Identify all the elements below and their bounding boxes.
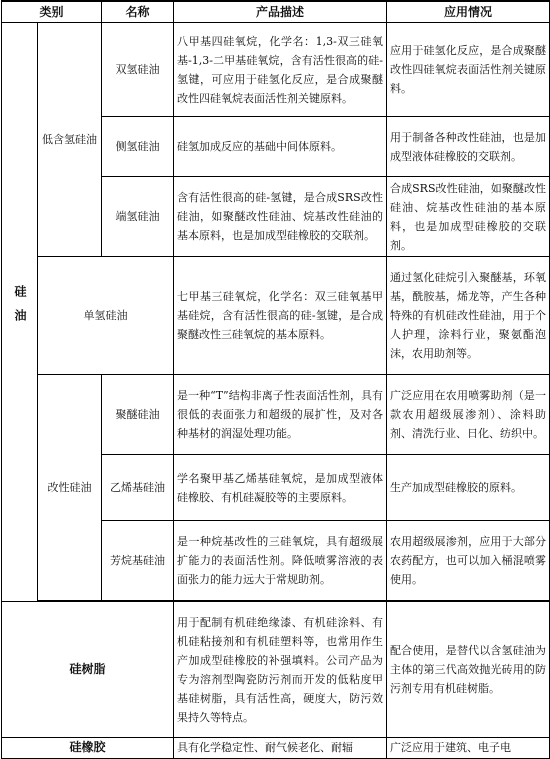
product-description: 含有活性很高的硅-氢键，是合成SRS改性硅油，如聚醚改性硅油、烷基改性硅油的基本原料，也是加成型硅橡胶的交联剂。 bbox=[174, 177, 387, 257]
table-header-row bbox=[2, 1, 550, 23]
product-name: 双氢硅油 bbox=[102, 23, 174, 117]
group-modified: 改性硅油 bbox=[38, 375, 102, 601]
product-application: 农用超级展渗剂，应用于大部分农药配方，也可以加入桶混喷雾使用。 bbox=[387, 521, 550, 601]
header-description: 产品描述 bbox=[174, 1, 387, 23]
product-name: 端氢硅油 bbox=[102, 177, 174, 257]
product-name: 侧氢硅油 bbox=[102, 117, 174, 177]
header-category: 类别 bbox=[2, 1, 102, 23]
group-rubber: 硅橡胶 bbox=[2, 738, 174, 759]
group-resin: 硅树脂 bbox=[2, 602, 174, 738]
group-low-hydrogen: 低含氢硅油 bbox=[38, 23, 102, 257]
product-application: 生产加成型硅橡胶的原料。 bbox=[387, 455, 550, 521]
product-application: 配合使用，是替代以含氢硅油为主体的第三代高效抛光砖用的防污剂专用有机硅树脂。 bbox=[387, 602, 550, 738]
header-name: 名称 bbox=[102, 1, 174, 23]
product-application: 合成SRS改性硅油，如聚醚改性硅油、烷基改性硅油的基本原料，也是加成型硅橡胶的交联剂。 bbox=[387, 177, 550, 257]
product-description: 硅氢加成反应的基础中间体原料。 bbox=[174, 117, 387, 177]
product-description: 八甲基四硅氧烷，化学名：1,3-双三硅氧基-1,3-二甲基硅氧烷，含有活性很高的硅-氢键，可应用于硅氢化反应，是合成聚醚改性四硅氧烷表面活性剂关键原料。 bbox=[174, 23, 387, 117]
product-description: 是一种“T”结构非离子性表面活性剂，具有很低的表面张力和超级的展扩性，及对各种基材的润湿处理功能。 bbox=[174, 375, 387, 455]
product-description: 七甲基三硅氧烷，化学名：双三硅氧基甲基硅烷，含有活性很高的硅-氢键，是合成聚醚改性三硅氧烷的基本原料。 bbox=[174, 257, 387, 375]
product-name: 芳烷基硅油 bbox=[102, 521, 174, 601]
product-description: 具有化学稳定性、耐气候老化、耐辐 bbox=[174, 738, 387, 759]
product-application: 用于制备各种改性硅油，也是加成型液体硅橡胶的交联剂。 bbox=[387, 117, 550, 177]
product-application: 通过氢化硅烷引入聚醚基，环氧基，酰胺基，烯龙等，产生各种特殊的有机硅改性硅油，用于个人护理，涂料行业，聚氨酯泡沫，农用助剂等。 bbox=[387, 257, 550, 375]
table-row bbox=[2, 257, 550, 375]
group-silicone-oil bbox=[2, 23, 38, 602]
table-row bbox=[2, 602, 550, 738]
product-name: 乙烯基硅油 bbox=[102, 455, 174, 521]
product-description: 学名聚甲基乙烯基硅氧烷，是加成型液体硅橡胶、有机硅凝胶等的主要原料。 bbox=[174, 455, 387, 521]
table-row bbox=[2, 375, 550, 455]
product-application: 广泛应用在农用喷雾助剂（是一款农用超级展渗剂）、涂料助剂、清洗行业、日化、纺织中。 bbox=[387, 375, 550, 455]
group-silicone-oil-label: 硅油 bbox=[13, 285, 27, 333]
table-row bbox=[2, 738, 550, 759]
product-name: 聚醚硅油 bbox=[102, 375, 174, 455]
product-description: 是一种烷基改性的三硅氧烷，具有超级展扩能力的表面活性剂。降低喷雾溶液的表面张力的能力远大于常规助剂。 bbox=[174, 521, 387, 601]
header-application: 应用情况 bbox=[387, 1, 550, 23]
product-application: 应用于硅氢化反应，是合成聚醚改性四硅氧烷表面活性剂关键原料。 bbox=[387, 23, 550, 117]
table-row bbox=[2, 23, 550, 117]
product-table bbox=[1, 0, 550, 759]
product-application: 广泛应用于建筑、电子电 bbox=[387, 738, 550, 759]
product-name: 单氢硅油 bbox=[38, 257, 174, 375]
product-description: 用于配制有机硅绝缘漆、有机硅涂料、有 机硅粘接剂和有机硅塑料等，也常用作生产加成型硅橡胶的补强填料。公司产品为专为溶剂型陶瓷防污剂而开发的低粘度甲基硅树脂，具有活性高，硬度大，防污效果持久等特点。 bbox=[174, 602, 387, 738]
